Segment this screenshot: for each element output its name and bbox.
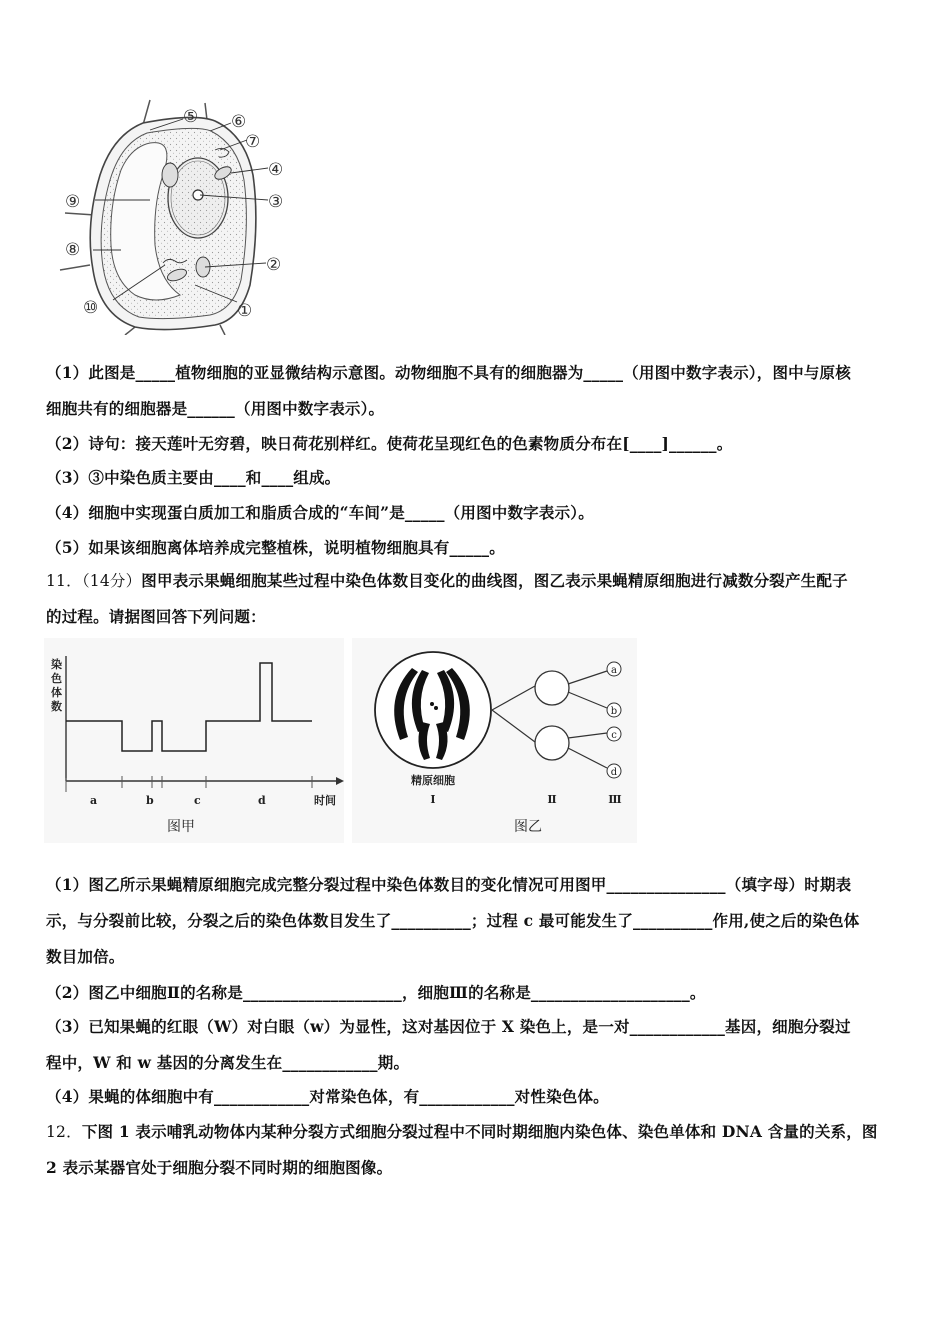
spermatogonium-label: 精原细胞 [411,774,455,787]
stage-I: Ⅰ [430,793,436,806]
q11-stem-line2: 的过程。请据图回答下列问题： [46,607,266,626]
q11-part2: （2）图乙中细胞Ⅱ的名称是____________________，细胞Ⅲ的名称是____________________。 [46,983,706,1002]
chart-jia-line [66,663,312,751]
chart-jia-svg [44,638,344,843]
q10-part1-line2: 细胞共有的细胞器是______（用图中数字表示）。 [46,399,385,418]
plant-cell-diagram [55,95,305,335]
label-10: ⑩ [83,298,99,318]
label-2: ② [266,255,282,275]
chart-jia-seg-d: d [258,794,266,807]
chart-jia-seg-c: c [194,794,201,807]
q11-stem-text: 图甲表示果蝇细胞某些过程中染色体数目变化的曲线图，图乙表示果蝇精原细胞进行减数分裂产生配子 [141,571,848,590]
q12-stem-line1 [46,1120,878,1142]
stage-III: Ⅲ [608,793,622,806]
q12-stem-text: 下图 1 表示哺乳动物体内某种分裂方式细胞分裂过程中不同时期细胞内染色体、染色单体和 DNA 含量的关系，图 [81,1122,878,1141]
label-9: ⑨ [65,192,81,212]
label-8: ⑧ [65,240,81,260]
gamete-b: b [610,706,618,717]
q11-part3-line1: （3）已知果蝇的红眼（W）对白眼（w）为显性，这对基因位于 X 染色上，是一对____________基因，细胞分裂过 [46,1017,851,1036]
q11-part4: （4）果蝇的体细胞中有____________对常染色体，有____________对性染色体。 [46,1087,609,1106]
q10-part3: （3）③中染色质主要由____和____组成。 [46,468,341,487]
diagram-yi-svg [352,638,637,843]
chart-jia-ylabel-2: 色 [51,672,62,685]
label-1: ① [237,301,253,321]
q10-part5: （5）如果该细胞离体培养成完整植株，说明植物细胞具有_____。 [46,538,505,557]
label-5: ⑤ [183,107,199,127]
gamete-c: c [611,730,617,741]
chart-jia-ylabel-3: 体 [51,686,62,699]
chart-jia-caption: 图甲 [167,819,195,835]
q12-number: 12． [46,1123,82,1141]
gamete-a: a [611,665,617,676]
q11-part3-line2: 程中，W 和 w 基因的分离发生在____________期。 [46,1053,410,1072]
q11-number: 11．（14分） [46,572,142,590]
chart-jia-seg-b: b [146,794,154,807]
plant-cell-figure [55,95,305,335]
q12-stem-line2: 2 表示某器官处于细胞分裂不同时期的细胞图像。 [46,1158,393,1177]
chart-jia [44,638,344,843]
chart-jia-ylabel-4: 数 [51,700,62,713]
diagram-yi-caption: 图乙 [514,819,542,835]
spermatogonium-cell [375,652,491,768]
diagram-yi [352,638,637,843]
q11-part1-line3: 数目加倍。 [46,947,125,966]
q11-part1-line2: 示，与分裂前比较，分裂之后的染色体数目发生了__________；过程 c 最可能发生了__________作用,使之后的染色体 [46,911,860,930]
label-7: ⑦ [245,132,261,152]
label-3: ③ [268,192,284,212]
secondary-cell-2 [535,726,569,760]
gamete-d: d [610,767,618,778]
q10-part1-line1: （1）此图是_____植物细胞的亚显微结构示意图。动物细胞不具有的细胞器为_____（用图中数字表示），图中与原核 [46,363,851,382]
secondary-cell-1 [535,671,569,705]
chart-jia-ylabel-1: 染 [51,658,62,671]
chart-jia-seg-a: a [90,794,98,807]
q11-part1-line1: （1）图乙所示果蝇精原细胞完成完整分裂过程中染色体数目的变化情况可用图甲_______________（填字母）时期表 [46,875,852,894]
q10-part4: （4）细胞中实现蛋白质加工和脂质合成的“车间”是_____（用图中数字表示）。 [46,503,594,522]
q11-stem-line1 [46,569,848,591]
chart-jia-xlabel: 时间 [314,794,336,807]
q10-part2: （2）诗句：接天莲叶无穷碧，映日荷花别样红。使荷花呈现红色的色素物质分布在[____]______。 [46,434,733,453]
label-6: ⑥ [231,112,247,132]
label-4: ④ [268,160,284,180]
stage-II: Ⅱ [547,793,557,806]
